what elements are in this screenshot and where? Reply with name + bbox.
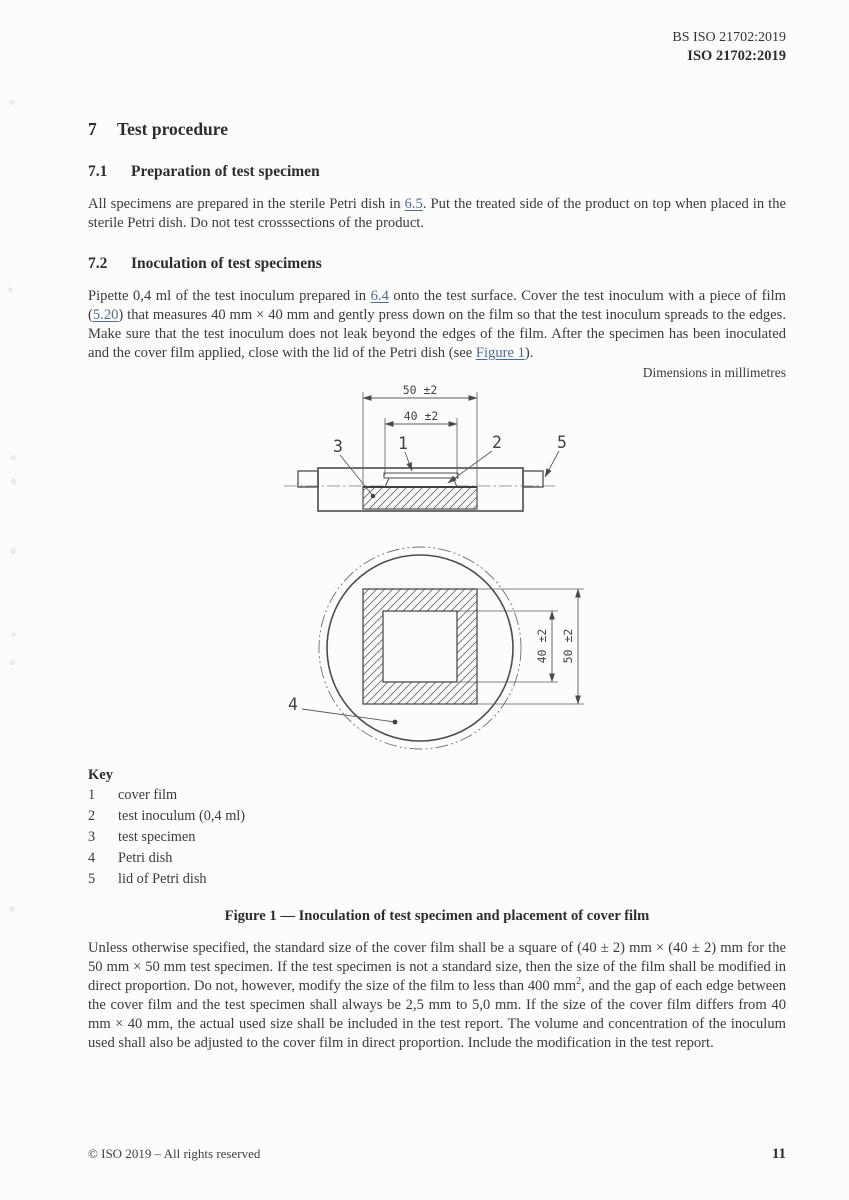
section-7-title: Test procedure bbox=[117, 119, 228, 139]
key-item-number: 1 bbox=[88, 787, 96, 803]
section-7-1-title: Preparation of test specimen bbox=[131, 163, 320, 180]
figure-key bbox=[88, 765, 786, 890]
part-label-3: 3 bbox=[333, 437, 343, 456]
paragraph-text: . Put the treated side of the product on top when placed in the sterile Petri dish. Do not test crosssections of the product. bbox=[88, 196, 786, 231]
paragraph-text: Pipette 0,4 ml of the test inoculum prepared in bbox=[88, 288, 371, 304]
paragraph-text: Unless otherwise specified, the standard size of the cover film shall be a square of (40 ± 2) mm × (40 ± 2) mm for the 50 mm × 50 mm test specimen. If the test specimen is not a standard size, then the size of the film shall be modified in direct proportion. Do not, however, modify the size of the film to less than 400 mm bbox=[88, 940, 786, 994]
key-item bbox=[88, 848, 786, 869]
paragraph-7-1 bbox=[88, 195, 786, 233]
dimension-40-label-section: 40 ±2 bbox=[403, 409, 439, 423]
scan-artifact bbox=[10, 660, 15, 665]
scan-artifact bbox=[8, 287, 13, 292]
paragraph-text: ) that measures 40 mm × 40 mm and gently press down on the film so that the test inoculum spreads to the edges. Make sure that the test inoculum does not leak beyond the edges of the film. After the specimen has been inoculated and the cover film applied, close with the lid of the Petri dish (see bbox=[88, 307, 786, 361]
key-item bbox=[88, 785, 786, 806]
superscript-2: 2 bbox=[576, 976, 582, 988]
key-item bbox=[88, 806, 786, 827]
key-item-number: 2 bbox=[88, 808, 96, 824]
section-7-1-number: 7.1 bbox=[88, 163, 108, 180]
figure-1-svg bbox=[280, 382, 620, 760]
dimension-50-label-top: 50 ±2 bbox=[561, 628, 575, 664]
key-item-number: 3 bbox=[88, 829, 96, 845]
key-item-number: 4 bbox=[88, 850, 96, 866]
page-footer bbox=[88, 1146, 786, 1163]
key-item bbox=[88, 869, 786, 890]
key-item-label: Petri dish bbox=[118, 850, 173, 866]
cover-film-section bbox=[384, 473, 458, 478]
scan-artifact bbox=[9, 100, 15, 105]
leader-dot-3 bbox=[371, 494, 375, 498]
section-7-2-title: Inoculation of test specimens bbox=[131, 255, 322, 272]
figure-1-caption: Figure 1 — Inoculation of test specimen and placement of cover film bbox=[224, 908, 650, 924]
header-standard-designation-bold: ISO 21702:2019 bbox=[687, 48, 786, 64]
dimension-50-label-section: 50 ±2 bbox=[402, 383, 438, 397]
part-label-2: 2 bbox=[492, 433, 502, 452]
lid-rim-right bbox=[523, 471, 543, 487]
scan-artifact bbox=[10, 548, 16, 554]
section-7-2-number: 7.2 bbox=[88, 255, 108, 272]
section-7-heading bbox=[88, 118, 786, 141]
copyright-notice: © ISO 2019 – All rights reserved bbox=[88, 1146, 261, 1161]
section-7-1-heading bbox=[88, 162, 786, 182]
key-item-label: test specimen bbox=[118, 829, 196, 845]
scan-artifact bbox=[11, 478, 16, 485]
scan-artifact bbox=[11, 632, 16, 637]
scan-artifact bbox=[10, 455, 16, 460]
lid-rim-left bbox=[298, 471, 318, 487]
key-item-number: 5 bbox=[88, 871, 96, 887]
specimen-section bbox=[363, 487, 477, 509]
key-item-label: cover film bbox=[118, 787, 178, 803]
key-title: Key bbox=[88, 767, 113, 783]
page-header bbox=[88, 28, 786, 66]
paragraph-cover-film-size bbox=[88, 939, 786, 1053]
part-label-1: 1 bbox=[398, 434, 408, 453]
cover-film-top bbox=[383, 611, 457, 682]
section-7-number: 7 bbox=[88, 119, 97, 139]
paragraph-7-2 bbox=[88, 287, 786, 363]
link-clause-6-5[interactable]: 6.5 bbox=[404, 196, 423, 212]
scan-artifact bbox=[9, 906, 15, 912]
paragraph-text: , and the gap of each edge between the cover film and the test specimen shall always be 2,5 mm to 5,0 mm. If the size of the cover film differs from 40 mm × 40 mm, the actual used size shall be included in the test report. The volume and concentration of the inoculum used shall also be adjusted to the cover film in direct proportion. Include the modification in the test report. bbox=[88, 978, 787, 1051]
section-7-2-heading bbox=[88, 254, 786, 274]
figure-cross-section bbox=[284, 383, 567, 511]
figure-top-view bbox=[288, 547, 584, 749]
link-clause-6-4[interactable]: 6.4 bbox=[370, 288, 389, 304]
link-figure-1[interactable]: Figure 1 bbox=[475, 345, 525, 361]
dimension-40-label-top: 40 ±2 bbox=[535, 628, 549, 664]
key-item-label: lid of Petri dish bbox=[118, 871, 207, 887]
page-number: 11 bbox=[771, 1146, 786, 1162]
header-standard-designation: BS ISO 21702:2019 bbox=[672, 30, 786, 45]
leader-dot-4 bbox=[393, 720, 398, 725]
link-clause-5-20[interactable]: 5.20 bbox=[92, 307, 119, 323]
inoculum-section bbox=[385, 478, 457, 487]
key-item bbox=[88, 827, 786, 848]
figure-1-drawing bbox=[280, 382, 620, 760]
paragraph-text: All specimens are prepared in the sterile Petri dish in bbox=[88, 196, 405, 212]
part-label-4: 4 bbox=[288, 695, 298, 714]
paragraph-text: ). bbox=[524, 345, 534, 361]
paragraph-text: onto the test surface. Cover the test inoculum with a piece of film ( bbox=[88, 288, 786, 323]
key-item-label: test inoculum (0,4 ml) bbox=[118, 808, 246, 824]
dimensions-note: Dimensions in millimetres bbox=[642, 365, 786, 380]
part-label-5: 5 bbox=[557, 433, 567, 452]
